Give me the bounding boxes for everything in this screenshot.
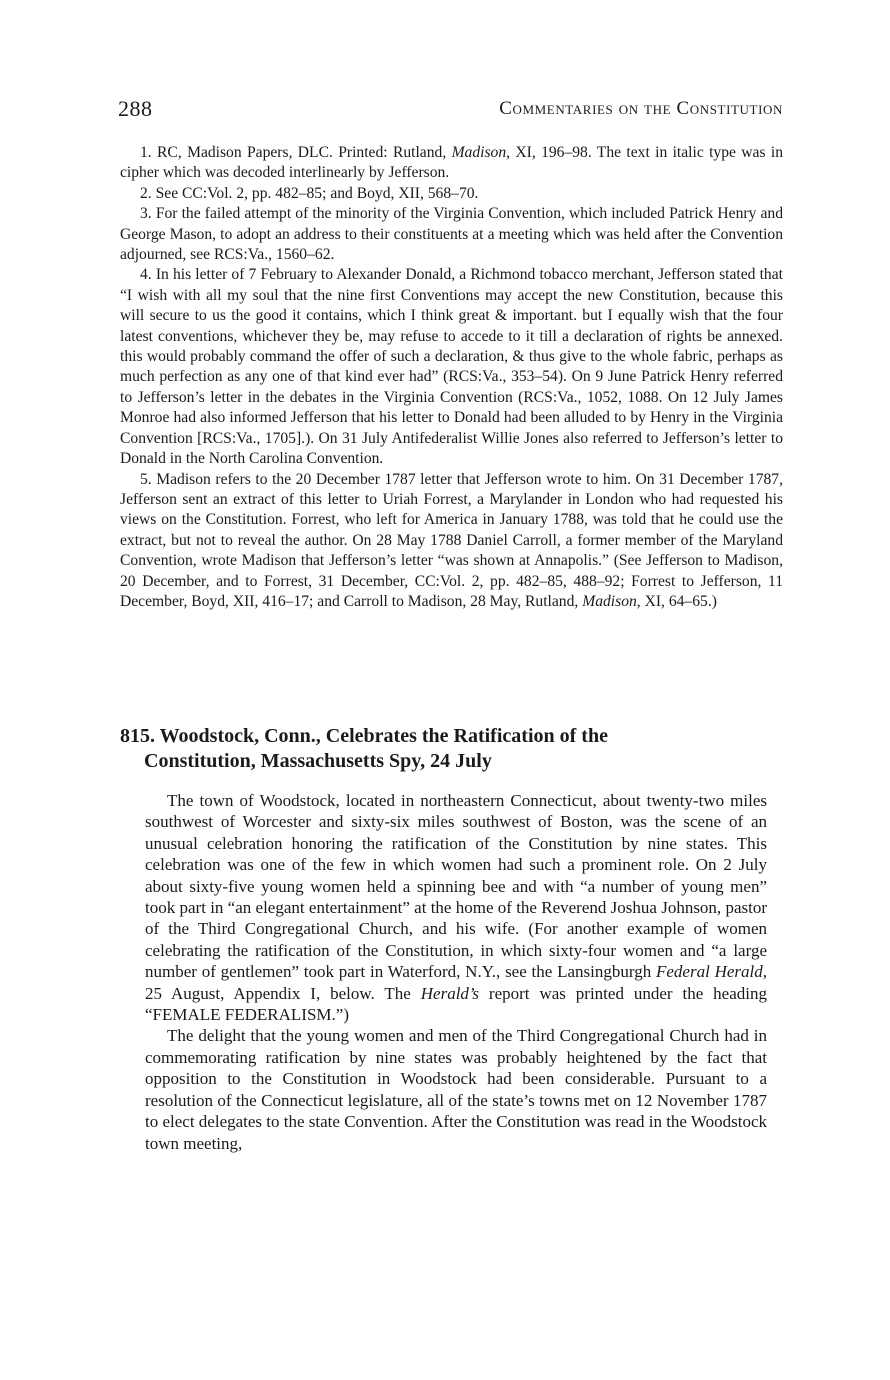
running-head — [118, 96, 783, 124]
paragraph-1-text-c: report was printed under the heading “FEMALE FEDERALISM.”) — [145, 983, 767, 1025]
note-3: 3. For the failed attempt of the minority of the Virginia Convention, which included Patrick Henry and George Mason, to adopt an address to their constituents at a meeting which was held after the Convention adjourned, see RCS:Va., 1560–62. — [120, 205, 783, 264]
note-1 — [120, 143, 783, 184]
page-number: 288 — [118, 96, 153, 121]
document-heading — [120, 724, 720, 774]
document-body — [145, 790, 767, 1154]
heading-line-2: Constitution, Massachusetts Spy, 24 July — [144, 750, 492, 772]
endnotes — [120, 143, 783, 612]
paragraph-1-text-a: The town of Woodstock, located in northeastern Connecticut, about twenty-two miles southwest of Worcester and sixty-six miles southwest of Boston, was the scene of an unusual celebration honoring the ratification of the Constitution by nine states. This celebration was one of the few in which women had such a prominent role. On 2 July about sixty-five young women held a spinning bee and with “a number of young men” took part in “an elegant entertainment” at the home of the Reverend Joshua Johnson, pastor of the Third Congregational Church, and his wife. (For another example of women celebrating the ratification of the Constitution, in which sixty-four women and “a large number of gentlemen” took part in Waterford, N.Y., see the Lansingburgh — [145, 791, 767, 982]
note-5-text-b: , XI, 64–65.) — [636, 592, 717, 610]
note-5-text-a: 5. Madison refers to the 20 December 1787 letter that Jefferson wrote to him. On 31 December 1787, Jefferson sent an extract of this letter to Uriah Forrest, a Marylander in London who had requested his views on the Constitution. Forrest, who left for America in January 1788, was told that he could use the extract, but not to reveal the author. On 28 May 1788 Daniel Carroll, a former member of the Maryland Convention, wrote Madison that Jefferson’s letter “was shown at Annapolis.” (See Jefferson to Madison, 20 December, and to Forrest, 31 December, CC:Vol. 2, pp. 482–85, 488–92; Forrest to Jefferson, 11 December, Boyd, XII, 416–17; and Carroll to Madison, 28 May, Rutland, — [120, 470, 783, 610]
paragraph-2: The delight that the young women and men of the Third Congregational Church had in commemorating ratification by nine states was probably heightened by the fact that opposition to the Constitution in Woodstock had been considerable. Pursuant to a resolution of the Connecticut legislature, all of the state’s towns met on 12 November 1787 to elect delegates to the state Convention. After the Constitution was read in the Woodstock town meeting, — [145, 1026, 767, 1153]
note-1-text-a: 1. RC, Madison Papers, DLC. Printed: Rutland, — [140, 144, 452, 161]
note-2: 2. See CC:Vol. 2, pp. 482–85; and Boyd, XII, 568–70. — [140, 184, 479, 202]
running-title: Commentaries on the Constitution — [499, 98, 783, 119]
note-5-italic: Madison — [582, 592, 637, 610]
paragraph-1 — [145, 790, 767, 1025]
note-1-italic: Madison — [451, 144, 507, 161]
note-5 — [120, 470, 783, 613]
note-4: 4. In his letter of 7 February to Alexander Donald, a Richmond tobacco merchant, Jefferson stated that “I wish with all my soul that the nine first Conventions may accept the new Constitution, because this will secure to us the good it contains, which I think great & important. but I equally wish that the four latest conventions, whichever they be, may refuse to accede to it till a declaration of rights be annexed. this would probably command the offer of such a declaration, & thus give to the whole fabric, perhaps as much perfection as any one of that kind ever had” (RCS:Va., 353–54). On 9 June Patrick Henry referred to Jefferson’s letter in the debates in the Virginia Convention (RCS:Va., 1052, 1088. On 12 July James Monroe had also informed Jefferson that his letter to Donald had been alluded to by Henry in the Virginia Convention [RCS:Va., 1705].). On 31 July Antifederalist Willie Jones also referred to Jefferson’s letter to Donald in the North Carolina Convention. — [120, 266, 783, 468]
paragraph-1-text-b: , 25 August, Appendix I, below. The — [145, 962, 768, 1003]
note-1-text-b: , XI, 196–98. The text in italic type was in cipher which was decoded interlinearly by Jefferson. — [120, 144, 783, 182]
heading-line-1: 815. Woodstock, Conn., Celebrates the Ratification of the — [120, 725, 608, 747]
paragraph-1-italic-1: Federal Herald — [656, 962, 763, 982]
paragraph-1-italic-2: Herald’s — [420, 983, 480, 1003]
